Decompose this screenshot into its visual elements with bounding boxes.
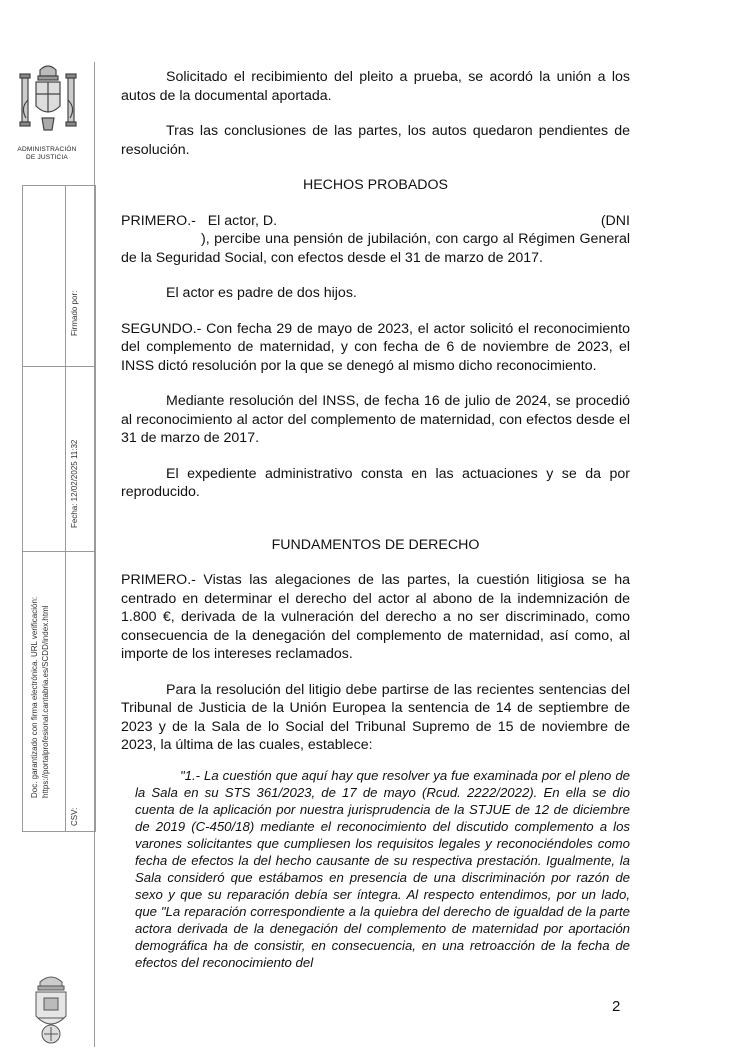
- signature-box: [22, 185, 96, 832]
- paragraph-padre: El actor es padre de dos hijos.: [166, 285, 357, 301]
- cantabria-seal-icon: [28, 972, 74, 1048]
- coat-of-arms-icon: [12, 60, 84, 142]
- left-margin-sidebar: [0, 0, 96, 1061]
- signature-row-fecha: [23, 366, 95, 552]
- paragraph-expediente: El expediente administrativo consta en las actuaciones y se da por reproducido.: [121, 465, 630, 500]
- quote-ts-sentence: "1.- La cuestión que aquí hay que resolver ya fue examinada por el pleno de la Sala en su STS 361/2023, de 17 de mayo (Rcud. 2222/2022). En ella se dio cuenta de la aplicación por nuestra jurisprudencia de la STJUE de 12 de diciembre de 2019 (C-450/18) mediante el reconocimiento del discutido complemento a los varones solicitantes que cumpliesen los requisitos legales y reconociéndoles como fecha de efectos la del hecho causante de su respectiva prestación. Igualmente, la Sala consideró que estábamos en presencia de una discriminación por razón de sexo y que su reparación debía ser íntegra. Al respecto entendimos, por un lado, que "La reparación correspondiente a la quiebra del derecho de igualdad de la parte actora derivada de la denegación del complemento de maternidad por aportación demográfica ha de consistir, en consecuencia, en una retroacción de la fecha de efectos del reconocimiento del: [135, 767, 630, 970]
- csv-label: CSV:: [70, 807, 79, 826]
- paragraph-conclusiones: Tras las conclusiones de las partes, los autos quedaron pendientes de resolución.: [121, 123, 630, 158]
- page-number: 2: [612, 998, 621, 1015]
- verification-line-1: Doc. garantizado con firma electrónica. URL verificación:: [30, 596, 39, 798]
- primero-dni-text: (DNI: [600, 212, 630, 229]
- primero-pension-text: ), percibe una pensión de jubilación, con cargo al Régimen General de la Seguridad Social, con efectos desde el 31 de marzo de 2017.: [121, 231, 630, 266]
- heading-hechos-probados: HECHOS PROBADOS: [302, 177, 449, 193]
- firmado-label: Firmado por:: [70, 290, 79, 336]
- heading-fundamentos: FUNDAMENTOS DE DERECHO: [271, 536, 480, 553]
- paragraph-prueba: Solicitado el recibimiento del pleito a prueba, se acordó la unión a los autos de la documental aportada.: [121, 69, 630, 104]
- paragraph-segundo-hechos: SEGUNDO.- Con fecha 29 de mayo de 2023, el actor solicitó el reconocimiento del complemento de maternidad, y con fecha de 6 de noviembre de 2023, el INSS dictó resolución por la que se denegó al mismo dicho reconocimiento.: [121, 320, 630, 374]
- signature-row-firmado: [23, 186, 95, 367]
- paragraph-resolucion-litigio: Para la resolución del litigio debe partirse de las recientes sentencias del Tribunal de Justicia de la Unión Europea la sentencia de 14 de septiembre de 2023 y de la Sala de lo Social del Tribunal Supremo de 15 de noviembre de 2023, la última de las cuales, establece:: [121, 681, 630, 753]
- administration-label: [4, 146, 90, 162]
- fecha-label: Fecha: 12/02/2025 11:32: [70, 439, 79, 528]
- admin-label-line-2: DE JUSTICIA: [26, 154, 68, 161]
- primero-actor-text: PRIMERO.- El actor, D.: [121, 212, 278, 229]
- admin-label-line-1: ADMINISTRACIÓN: [17, 146, 77, 153]
- document-body: [121, 68, 630, 971]
- paragraph-resolucion-inss: Mediante resolución del INSS, de fecha 16 de julio de 2024, se procedió al reconocimiento al actor del complemento de maternidad, con efectos desde el 31 de marzo de 2017.: [121, 393, 630, 446]
- paragraph-primero-hechos: [121, 212, 630, 268]
- verification-line-2: https://portalprofesional.cantabria.es/SCDD/index.html: [41, 605, 50, 798]
- paragraph-primero-fundamentos: PRIMERO.- Vistas las alegaciones de las partes, la cuestión litigiosa se ha centrado en determinar el derecho del actor al abono de la indemnización de 1.800 €, derivada de la vulneración del derecho a no ser discriminado, como consecuencia de la denegación del complemento de maternidad, así como, al importe de los intereses reclamados.: [121, 572, 630, 662]
